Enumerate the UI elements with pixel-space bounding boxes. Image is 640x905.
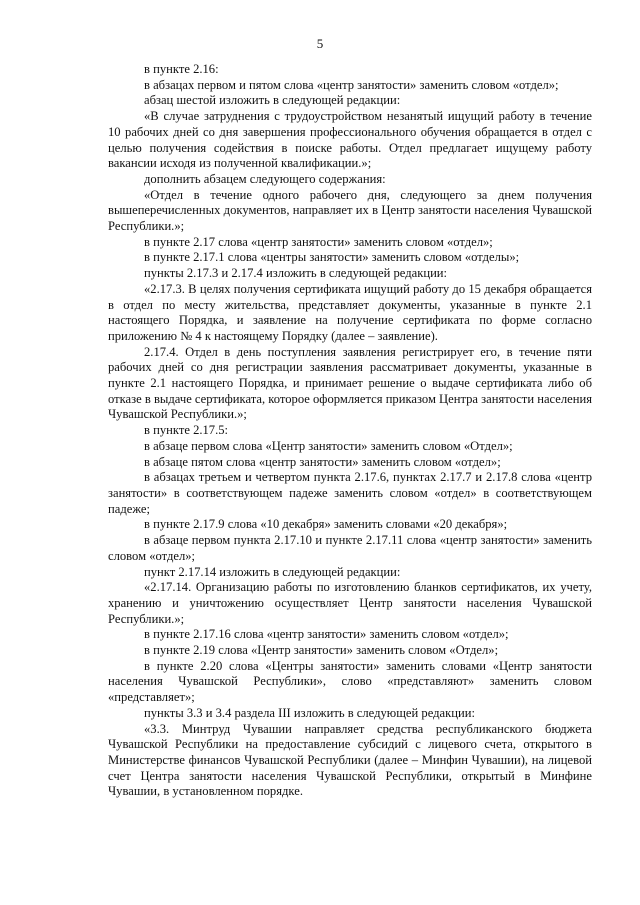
paragraph: «3.3. Минтруд Чувашии направляет средства республиканского бюджета Чувашской Республики на предоставление субсидий с лицевого счета, открытого в Министерстве финансов Чувашской Республики (далее – Минфин Чувашии), на лицевой счет Центра занятости населения Чувашской Республики, открытый в Минфине Чувашии, в установленном порядке.: [108, 721, 592, 799]
paragraph: «2.17.14. Организацию работы по изготовлению бланков сертификатов, их учету, хранению и уничтожению осуществляет Центр занятости населения Чувашской Республики.»;: [108, 580, 592, 626]
paragraph: в пункте 2.19 слова «Центр занятости» заменить словом «Отдел»;: [144, 643, 499, 658]
paragraph: дополнить абзацем следующего содержания:: [144, 171, 386, 186]
paragraph: в абзаце первом пункта 2.17.10 и пункте 2.17.11 слова «центр занятости» заменить словом «отдел»;: [108, 533, 592, 563]
paragraph: в пункте 2.20 слова «Центры занятости» заменить словами «Центр занятости населения Чувашской Республики», слово «представляют» заменить словом «представляет»;: [108, 658, 592, 705]
paragraph: «2.17.3. В целях получения сертификата ищущий работу до 15 декабря обращается в отдел по месту жительства, представляет документы, указанные в пункте 2.1 настоящего Порядка, и заявление на получение сертификата по форме согласно приложению № 4 к настоящему Порядку (далее – заявление).: [108, 281, 592, 343]
paragraph: в пункте 2.17.9 слова «10 декабря» заменить словами «20 декабря»;: [144, 517, 508, 532]
paragraph: «В случае затруднения с трудоустройством незанятый ищущий работу в течение 10 рабочих дней со дня завершения профессионального обучения обращается в отдел с целью получения содействия в поиске работы. Отдел предлагает ищущему работу вакансии исходя из полученной квалификации.»;: [108, 109, 592, 171]
document-body: [108, 62, 592, 800]
paragraph: в абзаце пятом слова «центр занятости» заменить словом «отдел»;: [144, 454, 501, 469]
paragraph: в пункте 2.17 слова «центр занятости» заменить словом «отдел»;: [144, 234, 493, 249]
paragraph: в пункте 2.17.5:: [144, 423, 229, 438]
paragraph: в абзаце первом слова «Центр занятости» заменить словом «Отдел»;: [144, 438, 513, 453]
paragraph: пункты 3.3 и 3.4 раздела III изложить в следующей редакции:: [144, 705, 475, 720]
paragraph: «Отдел в течение одного рабочего дня, следующего за днем получения вышеперечисленных документов, направляет их в Центр занятости населения Чувашской Республики.»;: [108, 187, 592, 234]
paragraph: в абзацах третьем и четвертом пункта 2.17.6, пунктах 2.17.7 и 2.17.8 слова «центр занятости» в соответствующем падеже заменить словом «отдел» в соответствующем падеже;: [108, 470, 592, 516]
paragraph: пункт 2.17.14 изложить в следующей редакции:: [144, 564, 401, 579]
paragraph: 2.17.4. Отдел в день поступления заявления регистрирует его, в течение пяти рабочих дней со дня регистрации заявления рассматривает документы, указанные в пункте 2.1 настоящего Порядка, и принимает решение о выдаче сертификата либо об отказе в выдаче сертификата, которое оформляется приказом Центра занятости населения Чувашской Республики.»;: [108, 344, 593, 422]
page-number: 5: [316, 36, 324, 51]
paragraph: в пункте 2.16:: [144, 62, 219, 76]
paragraph: в пункте 2.17.1 слова «центры занятости» заменить словом «отделы»;: [144, 250, 520, 265]
paragraph: пункты 2.17.3 и 2.17.4 изложить в следующей редакции:: [144, 266, 448, 281]
paragraph: в пункте 2.17.16 слова «центр занятости» заменить словом «отдел»;: [144, 627, 509, 642]
paragraph: в абзацах первом и пятом слова «центр занятости» заменить словом «отдел»;: [144, 77, 559, 92]
paragraph: абзац шестой изложить в следующей редакции:: [144, 93, 401, 108]
